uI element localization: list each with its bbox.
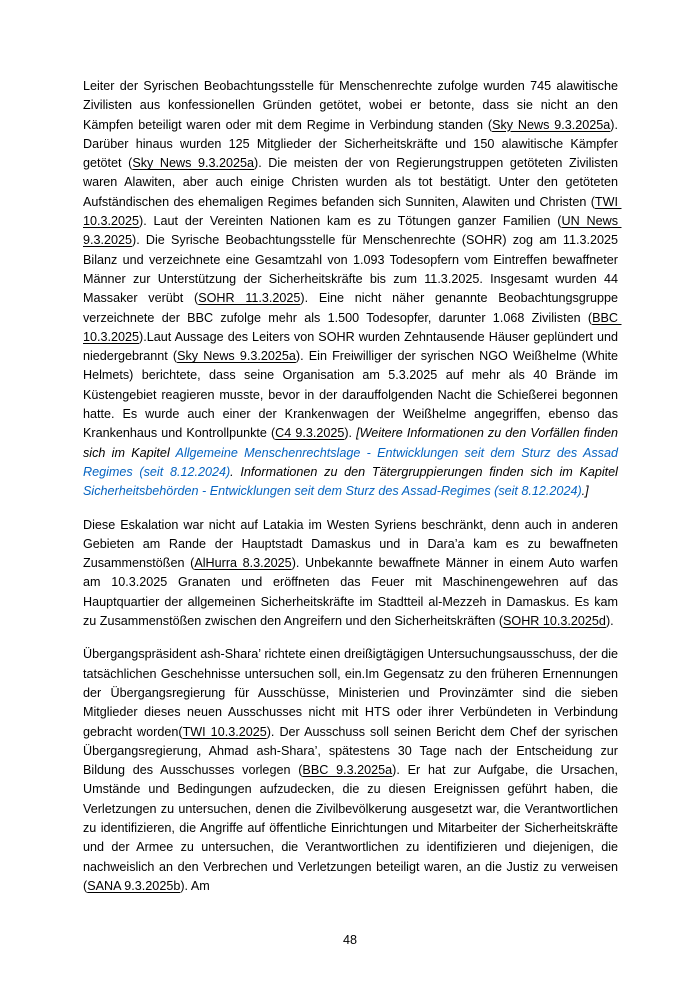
- citation-link[interactable]: Sky News 9.3.2025a: [132, 156, 255, 171]
- citation-link[interactable]: BBC 9.3.2025a: [302, 763, 393, 778]
- text-run: ). Am: [180, 878, 210, 893]
- citation-link[interactable]: Sky News 9.3.2025a: [177, 349, 296, 364]
- citation-link[interactable]: AlHurra 8.3.2025: [194, 556, 292, 571]
- page-number: 48: [342, 933, 357, 947]
- citation-link[interactable]: SOHR 10.3.2025d: [503, 614, 606, 629]
- citation-link[interactable]: BBC 10.3.2025: [83, 310, 622, 344]
- page-content: [83, 77, 622, 910]
- text-run-italic: . Informationen zu den Tätergruppierungen finden sich im Kapitel: [230, 464, 622, 479]
- citation-link[interactable]: UN News 9.3.2025: [83, 214, 622, 248]
- text-run: ). Die Syrische Beobachtungsstelle für Menschenrechte (SOHR) zog am 11.3.2025 Bilanz und verzeichnete eine Gesamtzahl von 1.093 Todesopfern vom Eintreffen bewaffneter Männer zur Unterstützung der Sicherheitskräfte bis zum 11.3.2025. Insgesamt wurden 44 Massaker verübt (: [83, 233, 622, 306]
- text-run-italic: .]: [581, 484, 589, 499]
- text-run: ). Eine nicht näher genannte Beobachtungsgruppe verzeichnete der BBC zufolge mehr als 1.500 Todesopfer, darunter 1.068 Zivilisten (: [83, 291, 622, 325]
- paragraph-investigation-committee: [83, 645, 622, 896]
- citation-link[interactable]: TWI 10.3.2025: [182, 724, 267, 739]
- citation-link[interactable]: SANA 9.3.2025b: [87, 878, 181, 893]
- citation-link[interactable]: Sky News 9.3.2025a: [492, 117, 611, 132]
- text-run: ). Ein Freiwilliger der syrischen NGO Weißhelme (White Helmets) berichtete, dass seine Organisation am 5.3.2025 auf mehr als 40 Brände im Küstengebiet reagieren musste, bevor in der darauffolgenden Nacht die Schießerei begonnen hatte. Es wurde auch einer der Krankenwagen der Weißhelme angegriffen, ebenso das Krankenhaus und Kontrollpunkte (: [83, 349, 622, 441]
- text-run: Leiter der Syrischen Beobachtungsstelle für Menschenrechte zufolge wurden 745 alawitische Zivilisten aus konfessionellen Gründen getötet, wobei er betonte, dass sie nicht an den Kämpfen beteiligt waren oder mit dem Regime in Verbindung standen (: [83, 79, 622, 132]
- text-run: ). Unbekannte bewaffnete Männer in einem Auto warfen am 10.3.2025 Granaten und eröffneten das Feuer mit Maschinengewehren auf das Hauptquartier der allgemeinen Sicherheitskräfte im Stadtteil al-Mezzeh in Damaskus. Es kam zu Zusammenstößen zwischen den Angreifern und den Sicherheitskräften (: [83, 556, 622, 629]
- text-run: ). Der Ausschuss soll seinen Bericht dem Chef der syrischen Übergangsregierung, Ahmad ash-Shara’, spätestens 30 Tage nach der Entscheidung zur Bildung des Ausschusses vorlegen (: [83, 724, 622, 778]
- text-run: ).: [605, 614, 614, 629]
- text-run: Diese Eskalation war nicht auf Latakia im Westen Syriens beschränkt, denn auch in anderen Gebieten am Rande der Hauptstadt Damaskus und in Dara’a kam es zu bewaffneten Zusammenstößen (: [83, 517, 622, 571]
- text-run: ). Er hat zur Aufgabe, die Ursachen, Umstände und Bedingungen aufzudecken, die zu diesen Ereignissen geführt haben, die Verletzungen zu untersuchen, denen die Zivilbevölkerung ausgesetzt war, die Verantwortlichen zu identifizieren, die Angriffe auf öffentliche Einrichtungen und Mitarbeiter der Sicherheitskräfte und der Armee zu untersuchen, die Verantwortlichen zu identifizieren und diejenigen, die nachweislich an den Verbrechen und Verletzungen beteiligt waren, an die Justiz zu verweisen (: [83, 763, 622, 893]
- text-run: Übergangspräsident ash-Shara’ richtete einen dreißigtägigen Untersuchungsausschuss, der die tatsächlichen Geschehnisse untersuchen soll, ein.Im Gegensatz zu den früheren Ernennungen der Übergangsregierung für Ausschüsse, Ministerien und Provinzämter sind die sieben Mitglieder dieses neuen Ausschusses nicht mit HTS oder ihrer Verbündeten in Verbindung gebracht worden(: [83, 647, 622, 739]
- chapter-link[interactable]: Allgemeine Menschenrechtslage - Entwicklungen seit dem Sturz des Assad Regimes (seit 8.12.2024): [83, 445, 622, 479]
- text-run-italic: [Weitere Informationen zu den Vorfällen finden sich im Kapitel: [83, 426, 622, 460]
- text-run: ). Laut der Vereinten Nationen kam es zu Tötungen ganzer Familien (: [139, 214, 562, 229]
- chapter-link[interactable]: Sicherheitsbehörden - Entwicklungen seit dem Sturz des Assad-Regimes (seit 8.12.2024): [83, 484, 582, 499]
- citation-link[interactable]: TWI 10.3.2025: [83, 194, 622, 229]
- citation-link[interactable]: SOHR 11.3.2025: [198, 291, 301, 306]
- paragraph-escalation: [83, 516, 622, 632]
- paragraph-casualties: [83, 77, 622, 502]
- text-run: ).Laut Aussage des Leiters von SOHR wurden Zehntausende Häuser geplündert und niedergebrannt (: [83, 329, 622, 364]
- text-run: ).: [344, 426, 357, 441]
- citation-link[interactable]: C4 9.3.2025: [275, 426, 345, 441]
- text-run: ). Die meisten der von Regierungstruppen getöteten Zivilisten waren Alawiten, aber auch einige Christen wurden als tot bestätigt. Unter den getöteten Aufständischen des ehemaligen Regimes befanden sich Sunniten, Alawiten und Christen (: [83, 156, 622, 209]
- text-run: ). Darüber hinaus wurden 125 Mitglieder der Sicherheitskräfte und 150 alawitische Kämpfer getötet (: [83, 117, 622, 171]
